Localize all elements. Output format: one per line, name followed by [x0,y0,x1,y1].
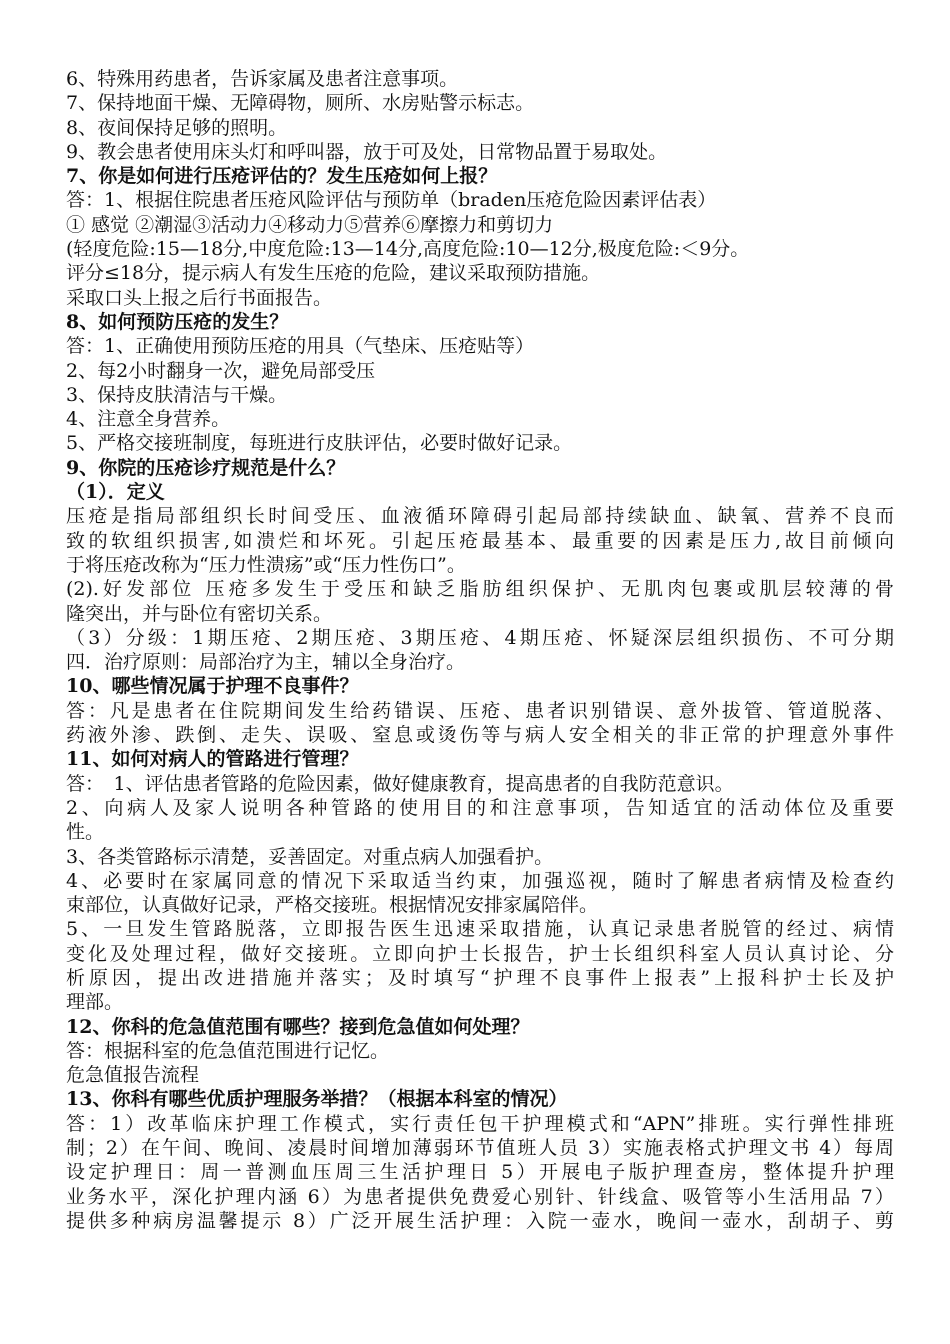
text-line: 2、每2小时翻身一次，避免局部受压 [66,359,376,382]
text-line: 评分≤18分，提示病人有发生压疮的危险，建议采取预防措施。 [66,262,601,285]
section-heading: 10、哪些情况属于护理不良事件？ [66,675,359,698]
text-line: 压疮是指局部组织长时间受压、血液循环障碍引起局部持续缺血、缺氧、营养不良而 [66,505,894,528]
text-line: 答：凡是患者在住院期间发生给药错误、压疮、患者识别错误、意外拔管、管道脱落、 [66,699,894,722]
section-heading: 11、如何对病人的管路进行管理？ [66,748,359,771]
text-line: 8、夜间保持足够的照明。 [66,116,288,139]
section-heading: 8、如何预防压疮的发生？ [66,310,289,333]
text-line: 答： 1、评估患者管路的危险因素，做好健康教育，提高患者的自我防范意识。 [66,772,734,795]
text-line: 危急值报告流程 [66,1064,200,1087]
text-line: ① 感觉 ②潮湿③活动力④移动力⑤营养⑥摩擦力和剪切力 [66,213,554,236]
text-line: 于将压疮改称为“压力性溃疡”或“压力性伤口”。 [66,553,466,576]
text-line: 答：1）改革临床护理工作模式，实行责任包干护理模式和“APN”排班。实行弹性排班 [66,1112,894,1135]
text-line: 9、教会患者使用床头灯和呼叫器，放于可及处，日常物品置于易取处。 [66,140,668,163]
text-line: 3、保持皮肤清洁与干燥。 [66,383,288,406]
text-line: 2、向病人及家人说明各种管路的使用目的和注意事项，告知适宜的活动体位及重要 [66,796,894,819]
section-heading: 12、你科的危急值范围有哪些？接到危急值如何处理？ [66,1015,530,1038]
text-line: 7、保持地面干燥、无障碍物，厕所、水房贴警示标志。 [66,92,535,115]
text-line: （3）分级：1期压疮、2期压疮、3期压疮、4期压疮、怀疑深层组织损伤、不可分期 [66,626,894,649]
text-line: 答：1、正确使用预防压疮的用具（气垫床、压疮贴等） [66,335,535,358]
text-line: 致的软组织损害,如溃烂和坏死。引起压疮最基本、最重要的因素是压力,故目前倾向 [66,529,894,552]
text-line: 6、特殊用药患者，告诉家属及患者注意事项。 [66,68,459,90]
text-line: 药液外渗、跌倒、走失、误吸、窒息或烫伤等与病人安全相关的非正常的护理意外事件 [66,724,894,747]
text-line: (轻度危险:15—18分,中度危险:13—14分,高度危险:10—12分,极度危险:＜9分。 [66,238,750,261]
section-heading: 7、你是如何进行压疮评估的？发生压疮如何上报？ [66,165,498,188]
text-line: 3、各类管路标示清楚，妥善固定。对重点病人加强看护。 [66,845,554,868]
text-line: 4、注意全身营养。 [66,408,231,431]
section-heading: 13、你科有哪些优质护理服务举措？（根据本科室的情况） [66,1088,568,1111]
text-line: 业务水平，深化护理内涵 6）为患者提供免费爱心别针、针线盒、吸管等小生活用品 7） [66,1185,894,1208]
text-line: 4、必要时在家属同意的情况下采取适当约束，加强巡视，随时了解患者病情及检查约 [66,869,894,892]
section-heading: （1）．定义 [66,481,165,504]
text-line: 5、一旦发生管路脱落，立即报告医生迅速采取措施，认真记录患者脱管的经过、病情 [66,918,894,941]
section-heading: 9、你院的压疮诊疗规范是什么？ [66,456,346,479]
text-line: (2).好发部位 压疮多发生于受压和缺乏脂肪组织保护、无肌肉包裹或肌层较薄的骨 [66,578,894,601]
document-page [66,67,894,1233]
text-line: 理部。 [66,991,124,1014]
text-line: 采取口头上报之后行书面报告。 [66,286,333,309]
text-line: 答：根据科室的危急值范围进行记忆。 [66,1039,390,1062]
text-line: 答：1、根据住院患者压疮风险评估与预防单（braden压疮危险因素评估表） [66,189,717,212]
text-line: 析原因，提出改进措施并落实；及时填写“护理不良事件上报表”上报科护士长及护 [66,966,894,989]
text-line: 隆突出，并与卧位有密切关系。 [66,602,333,625]
text-line: 提供多种病房温馨提示 8）广泛开展生活护理：入院一壶水，晚间一壶水，刮胡子、剪 [66,1209,894,1232]
text-line: 制；2）在午间、晚间、凌晨时间增加薄弱环节值班人员 3）实施表格式护理文书 4）每周 [66,1137,894,1160]
text-line: 设定护理日：周一普测血压周三生活护理日 5）开展电子版护理查房，整体提升护理 [66,1161,894,1184]
text-line: 四．治疗原则：局部治疗为主，辅以全身治疗。 [66,651,466,674]
text-line: 性。 [66,821,105,844]
text-line: 束部位，认真做好记录，严格交接班。根据情况安排家属陪伴。 [66,894,599,917]
text-line: 5、严格交接班制度，每班进行皮肤评估，必要时做好记录。 [66,432,573,455]
text-line: 变化及处理过程，做好交接班。立即向护士长报告，护士长组织科室人员认真讨论、分 [66,942,894,965]
